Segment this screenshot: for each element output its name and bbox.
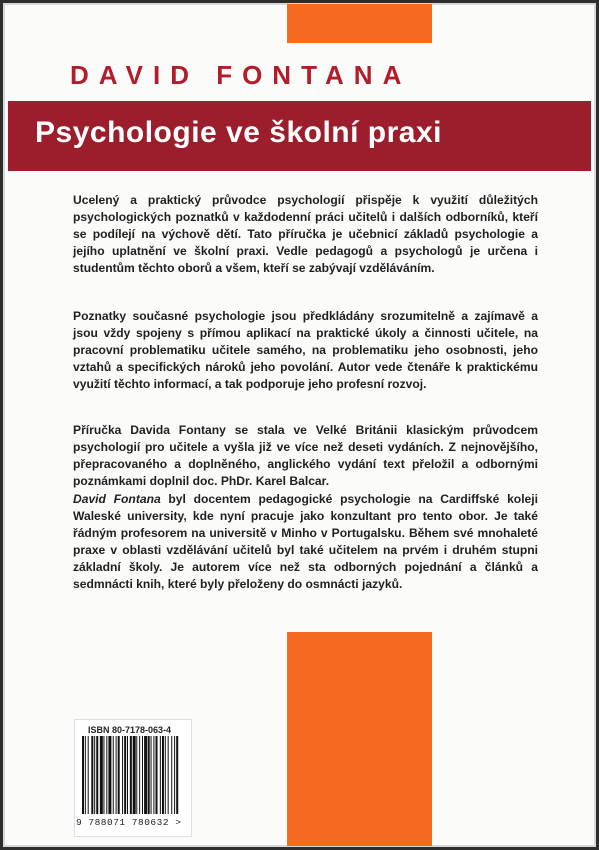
barcode-bar [108,736,111,814]
barcode-bar [133,736,136,814]
barcode-bar [176,736,178,814]
barcode-bar [142,736,143,814]
barcode-bar [103,736,104,814]
barcode-bar [122,736,123,814]
barcode-bar [144,736,147,814]
barcode-bar [88,736,89,814]
barcode-bar [162,736,164,814]
barcode-bar [124,736,126,814]
barcode-icon [80,736,184,816]
barcode-bar [160,736,161,814]
top-orange-band [287,4,432,43]
barcode-bar [148,736,150,814]
barcode-bar [85,736,86,814]
isbn-label: ISBN 80-7178-063-4 [88,725,172,735]
barcode-bar [113,736,114,814]
barcode-bar [151,736,152,814]
barcode-bar [118,736,120,814]
barcode-bar [139,736,140,814]
description-paragraph-2: Poznatky současné psychologie jsou předkládány srozumitelně a zajímavě a jsou vždy spojeny s přímou aplikací na praktické úkoly a činnosti učitele, na pracovní problematiku učitele samého, na problematiku jeho osobnosti, jeho vztahů a specifických nároků jeho povolání. Autor vede čtenáře k praktickému využití těchto informací, a tak podporuje jeho profesní rozvoj. [73,309,538,391]
author-bio-name: David Fontana [73,492,161,506]
barcode-bar [174,736,175,814]
author-bio-paragraph [73,491,538,593]
barcode-bar [153,736,154,814]
barcode-number: 9 788071 780632 > [76,817,182,828]
barcode-bar [171,736,172,814]
description-paragraph-3: Příručka Davida Fontany se stala ve Velké Británii klasickým průvodcem psychologií pro učitele a vyšla již ve více než deseti vydáních. Z nejnovějšího, přepracovaného a doplněného, anglického vydání text přeložil a odbornými poznámkami doplnil doc. PhDr. Karel Balcar. [73,423,538,488]
barcode-bar [156,736,158,814]
barcode-bar [127,736,128,814]
barcode-bar [82,736,84,814]
author-bio-text: byl docentem pedagogické psychologie na Cardiffské koleji Waleské university, kde nyní pracuje jako konzultant pro tento obor. Je také řádným profesorem na universitě v Minho v Portugalsku. Během své mnohaleté praxe v oblasti vzdělávání učitelů byl také učitelem na prvém i druhém stupni základní školy. Je autorem více než sta odborných pojednání a článků a sedmnácti knih, které byly přeloženy do osmnácti jazyků. [73,492,538,591]
barcode-bar [136,736,137,814]
barcode-bar [94,736,95,814]
author-name: DAVID FONTANA [70,60,412,90]
barcode-bar [168,736,169,814]
barcode-bar [96,736,98,814]
barcode-bar [100,736,103,814]
barcode-bar [130,736,132,814]
book-title: Psychologie ve školní praxi [35,116,442,149]
barcode-bar [106,736,107,814]
barcode-bar [165,736,166,814]
barcode-bar [116,736,117,814]
description-paragraph-1: Ucelený a praktický průvodce psychologií přispěje k využití důležitých psychologických poznatků v každodenní práci učitelů i dalších odborníků, kteří se podílejí na výchově dětí. Tato příručka je učebnicí základů psychologie a jejího uplatnění ve školní praxi. Vedle pedagogů a psychologů je určena i studentům těchto oborů a všem, kteří se zabývají vzděláváním. [73,193,538,275]
bottom-orange-band [287,632,432,846]
barcode-bar [91,736,93,814]
